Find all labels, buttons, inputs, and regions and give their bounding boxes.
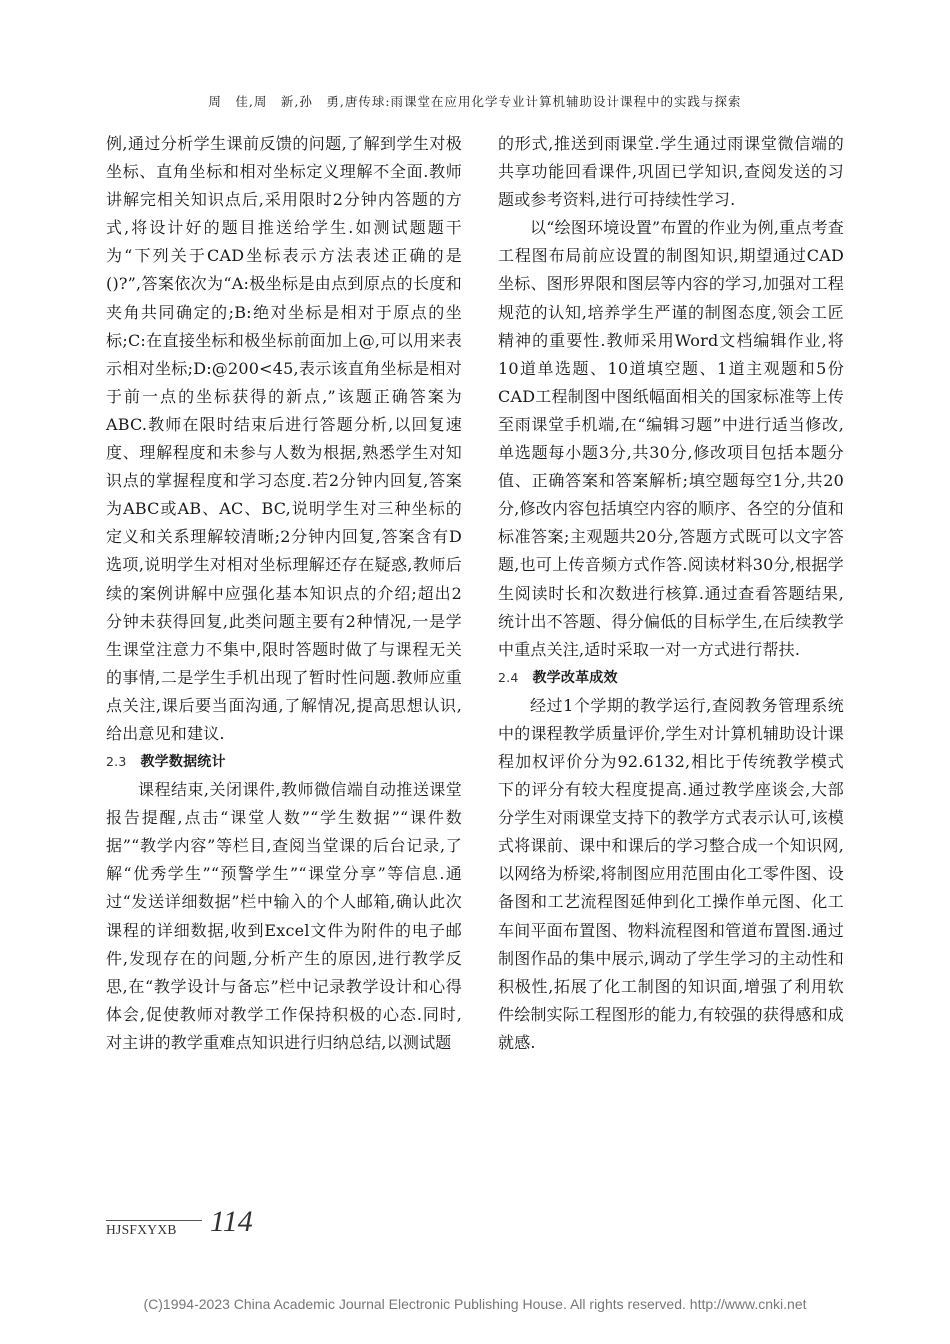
section-heading-2-4: [498, 664, 844, 692]
section-number: 2.4: [498, 669, 519, 685]
body-paragraph: 的形式,推送到雨课堂.学生通过雨课堂微信端的共享功能回看课件,巩固已学知识,查阅发送的习题或参考资料,进行可持续性学习.: [498, 134, 844, 210]
section-heading-2-3: [106, 748, 462, 776]
page-number: 114: [210, 1205, 253, 1238]
body-paragraph: 例,通过分析学生课前反馈的问题,了解到学生对极坐标、直角坐标和相对坐标定义理解不全面.教师讲解完相关知识点后,采用限时2分钟内答题的方式,将设计好的题目推送给学生.如测试题题干为“下列关于CAD坐标表示方法表述正确的是()?”,答案依次为“A:极坐标是由点到原点的长度和夹角共同确定的;B:绝对坐标是相对于原点的坐标;C:在直接坐标和极坐标前面加上@,可以用来表示相对坐标;D:@200<45,表示该直角坐标是相对于前一点的坐标获得的新点,”该题正确答案为ABC.教师在限时结束后进行答题分析,以回复速度、理解程度和未参与人数为根据,熟悉学生对知识点的掌握程度和学习态度.若2分钟内回复,答案为ABC或AB、AC、BC,说明学生对三种坐标的定义和关系理解较清晰;2分钟内回复,答案含有D选项,说明学生对相对坐标理解还存在疑惑,教师后续的案例讲解中应强化基本知识点的介绍;超出2分钟未获得回复,此类问题主要有2种情况,一是学生课堂注意力不集中,限时答题时做了与课程无关的事情,二是学生手机出现了暂时性问题.教师应重点关注,课后要当面沟通,了解情况,提高思想认识,给出意见和建议.: [106, 134, 462, 743]
right-column: [498, 130, 844, 1057]
section-number: 2.3: [106, 754, 127, 770]
section-title: 教学数据统计: [140, 754, 226, 771]
left-column: [106, 130, 462, 1057]
body-paragraph: 经过1个学期的教学运行,查阅教务管理系统中的课程教学质量评价,学生对计算机辅助设计课程加权评价分为92.6132,相比于传统教学模式下的评分有较大程度提高.通过教学座谈会,大部分学生对雨课堂支持下的教学方式表示认可,该模式将课前、课中和课后的学习整合成一个知识网,以网络为桥梁,将制图应用范围由化工零件图、设备图和工艺流程图延伸到化工操作单元图、化工车间平面布置图、物料流程图和管道布置图.通过制图作品的集中展示,调动了学生学习的主动性和积极性,拓展了化工制图的知识面,增强了利用软件绘制实际工程图形的能力,有较强的获得感和成就感.: [498, 695, 844, 1052]
section-title: 教学改革成效: [532, 669, 618, 686]
copyright-notice: (C)1994-2023 China Academic Journal Electronic Publishing House. All rights reserved. http://www.cnki.net: [143, 1296, 807, 1312]
journal-code: HJSFXYXB: [106, 1220, 202, 1238]
body-paragraph: 课程结束,关闭课件,教师微信端自动推送课堂报告提醒,点击“课堂人数”“学生数据”“课件数据”“教学内容”等栏目,查阅当堂课的后台记录,了解“优秀学生”“预警学生”“课堂分享”等信息.通过“发送详细数据”栏中输入的个人邮箱,确认此次课程的详细数据,收到Excel文件为附件的电子邮件,发现存在的问题,分析产生的原因,进行教学反思,在“教学设计与备忘”栏中记录教学设计和心得体会,促使教师对教学工作保持积极的心态.同时,对主讲的教学重难点知识进行归纳总结,以测试题: [106, 780, 462, 1052]
running-header: 周 佳,周 新,孙 勇,唐传球:雨课堂在应用化学专业计算机辅助设计课程中的实践与探索: [208, 94, 742, 109]
body-paragraph: 以“绘图环境设置”布置的作业为例,重点考查工程图布局前应设置的制图知识,期望通过CAD坐标、图形界限和图层等内容的学习,加强对工程规范的认知,培养学生严谨的制图态度,领会工匠精神的重要性.教师采用Word文档编辑作业,将10道单选题、10道填空题、1道主观题和5份CAD工程制图中图纸幅面相关的国家标准等上传至雨课堂手机端,在“编辑习题”中进行适当修改,单选题每小题3分,共30分,修改项目包括本题分值、正确答案和答案解析;填空题每空1分,共20分,修改内容包括填空内容的顺序、各空的分值和标准答案;主观题共20分,答题方式既可以文字答题,也可上传音频方式作答.阅读材料30分,根据学生阅读时长和次数进行核算.通过查看答题结果,统计出不答题、得分偏低的目标学生,在后续教学中重点关注,适时采取一对一方式进行帮扶.: [498, 218, 844, 659]
